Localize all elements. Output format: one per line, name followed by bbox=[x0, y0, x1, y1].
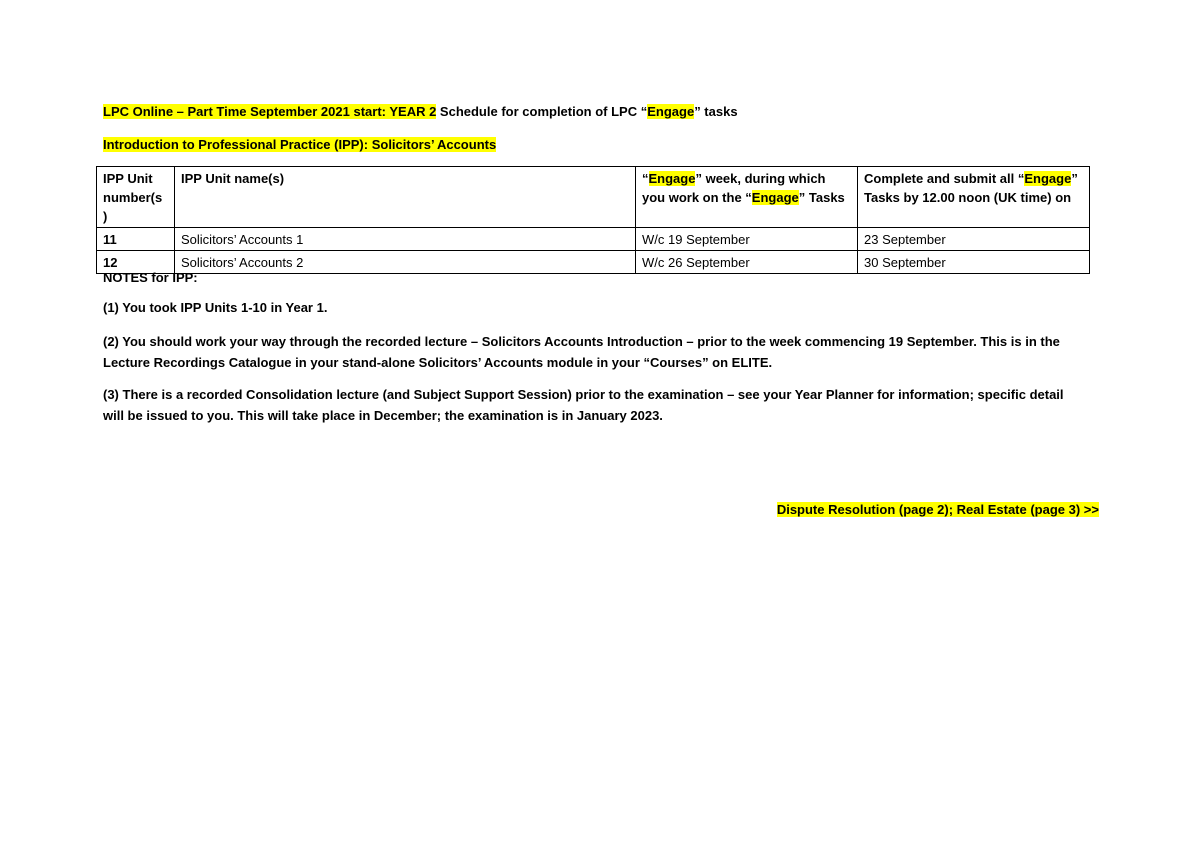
row-unit-name: Solicitors’ Accounts 1 bbox=[175, 228, 636, 251]
header-unit-number: IPP Unit number(s ) bbox=[97, 167, 175, 228]
row-engage-week: W/c 19 September bbox=[636, 228, 858, 251]
header-week-engage: Engage bbox=[648, 171, 696, 186]
header-deadline bbox=[858, 167, 1090, 228]
title-rest-suffix: ” tasks bbox=[694, 104, 738, 119]
table-row bbox=[97, 228, 1090, 251]
row-engage-week: W/c 26 September bbox=[636, 251, 858, 274]
header-week-mid: ” week, during which you work on the “ bbox=[642, 171, 826, 205]
table-header-row bbox=[97, 167, 1090, 228]
title-rest-prefix: Schedule for completion of LPC “ bbox=[436, 104, 648, 119]
row-deadline: 23 September bbox=[858, 228, 1090, 251]
document-title bbox=[103, 104, 738, 120]
table-row bbox=[97, 251, 1090, 274]
schedule-table bbox=[96, 166, 1090, 274]
subtitle-text: Introduction to Professional Practice (IPP): Solicitors’ Accounts bbox=[103, 137, 497, 152]
notes-heading: NOTES for IPP: bbox=[103, 270, 198, 285]
row-deadline: 30 September bbox=[858, 251, 1090, 274]
note-item-2: (2) You should work your way through the recorded lecture – Solicitors Accounts Introduction – prior to the week commencing 19 September. This is in the Lecture Recordings Catalogue in your stand-alone Solicitors’ Accounts module in your “Courses” on ELITE. bbox=[103, 334, 1060, 370]
row-unit-number: 12 bbox=[97, 251, 175, 274]
next-pages-link[interactable] bbox=[777, 502, 1099, 518]
header-deadline-prefix: Complete and submit all “ bbox=[864, 171, 1025, 186]
row-unit-name: Solicitors’ Accounts 2 bbox=[175, 251, 636, 274]
note-item-1: (1) You took IPP Units 1-10 in Year 1. bbox=[103, 300, 328, 315]
header-week-close: ” Tasks bbox=[798, 190, 845, 205]
header-week-engage-2: Engage bbox=[751, 190, 799, 205]
header-deadline-suffix: ” Tasks by 12.00 noon (UK time) on bbox=[864, 171, 1078, 205]
section-subtitle bbox=[103, 137, 496, 153]
header-unit-name: IPP Unit name(s) bbox=[175, 167, 636, 228]
header-engage-week bbox=[636, 167, 858, 228]
row-unit-number: 11 bbox=[97, 228, 175, 251]
title-engage: Engage bbox=[647, 104, 695, 119]
title-highlight: LPC Online – Part Time September 2021 start: YEAR 2 bbox=[103, 104, 437, 119]
note-item-3: (3) There is a recorded Consolidation lecture (and Subject Support Session) prior to the examination – see your Year Planner for information; specific detail will be issued to you. This will take place in December; the examination is in January 2023. bbox=[103, 387, 1064, 423]
next-pages-link-text[interactable]: Dispute Resolution (page 2); Real Estate (page 3) >> bbox=[776, 502, 1099, 517]
header-week-open: “ bbox=[642, 171, 649, 186]
header-deadline-engage: Engage bbox=[1024, 171, 1072, 186]
